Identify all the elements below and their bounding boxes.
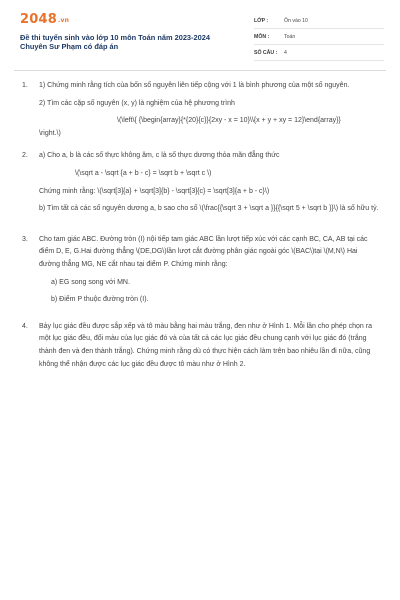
question-number: 1. [22,82,28,89]
question-part: Bảy lục giác đều được sắp xếp và tô màu bằng hai màu trắng, đen như ở Hình 1. Mỗi lần cho phép chọn ra một lục giác đều, đổi màu của lục giác đó và của tất cả các lục giác đều chung cạnh với lục giác đó (trắng thành đen và đen thành trắng). Chứng minh rằng dù có thực hiện cách làm trên bao nhiêu lần đi nữa, cũng không thể nhận được các lục giác đều được tô màu như ở Hình 2. [39,322,372,368]
question-formula: \(\left\{ {\begin{array}{*{20}{c}}{2xy - x = 10}\\{x + y + xy = 12}\end{array}} [117,117,341,125]
meta-value: 4 [284,50,287,56]
logo-text: 2048 [20,12,57,27]
meta-row-subject [254,32,384,45]
meta-value: Ôn vào 10 [284,18,308,24]
meta-row-question-count [254,48,384,61]
meta-key: LỚP : [254,18,269,24]
exam-title [20,33,240,51]
question-part: Chứng minh rằng: \(\sqrt[3]{a} + \sqrt[3]{b} - \sqrt[3]{c} = \sqrt[3]{a + b - c}\) [39,187,270,195]
logo-suffix: .vn [57,17,70,24]
question-number: 3. [22,235,28,243]
question-4 [0,321,400,371]
question-formula: \(\sqrt a - \sqrt {a + b - c} = \sqrt b + \sqrt c \) [75,169,212,177]
site-logo[interactable] [20,12,69,27]
page-header [0,0,400,62]
meta-row-class [254,16,384,29]
question-part: b) Tìm tất cả các số nguyên dương a, b sao cho số \(\frac{{\sqrt 3 + \sqrt a }}{{\sqrt 5 + \sqrt b }}\) là số hữu tỷ. [39,205,379,213]
question-part: b) Điểm P thuộc đường tròn (I). [51,296,149,304]
exam-title-line-2: Chuyên Sư Phạm có đáp án [20,42,119,51]
exam-meta [254,16,384,61]
questions-list [0,80,400,371]
question-number: 2. [22,152,28,160]
question-part: a) Cho a, b là các số thực không âm, c là số thực dương thỏa mãn đẳng thức [39,152,280,160]
question-number: 4. [22,322,28,330]
question-3 [0,234,400,307]
exam-title-line-1: Đề thi tuyển sinh vào lớp 10 môn Toán năm 2023-2024 [20,33,210,42]
question-part: a) EG song song với MN. [51,278,130,286]
meta-key: MÔN : [254,34,270,40]
header-divider [14,70,386,71]
meta-value: Toán [284,34,296,40]
question-part: 1) Chứng minh rằng tích của bốn số nguyên liên tiếp cộng với 1 là bình phương của một số nguyên. [39,82,350,89]
question-2 [0,150,400,215]
question-formula-end: \right.\) [39,129,61,137]
question-part: Cho tam giác ABC. Đường tròn (I) nội tiếp tam giác ABC lần lượt tiếp xúc với các cạnh BC, CA, AB tại các điểm D, E, G.Hai đường thẳng \(DE,DG\)lần lượt cắt đường phân giác ngoài góc \(BAC\)tại \(M,N\) Hai đường thẳng MG, NE cắt nhau tại điểm P. Chứng minh rằng: [39,235,368,268]
question-1 [0,80,400,140]
meta-key: SỐ CÂU : [254,50,278,56]
question-part: 2) Tìm các cặp số nguyên (x, y) là nghiệm của hệ phương trình [39,99,235,107]
